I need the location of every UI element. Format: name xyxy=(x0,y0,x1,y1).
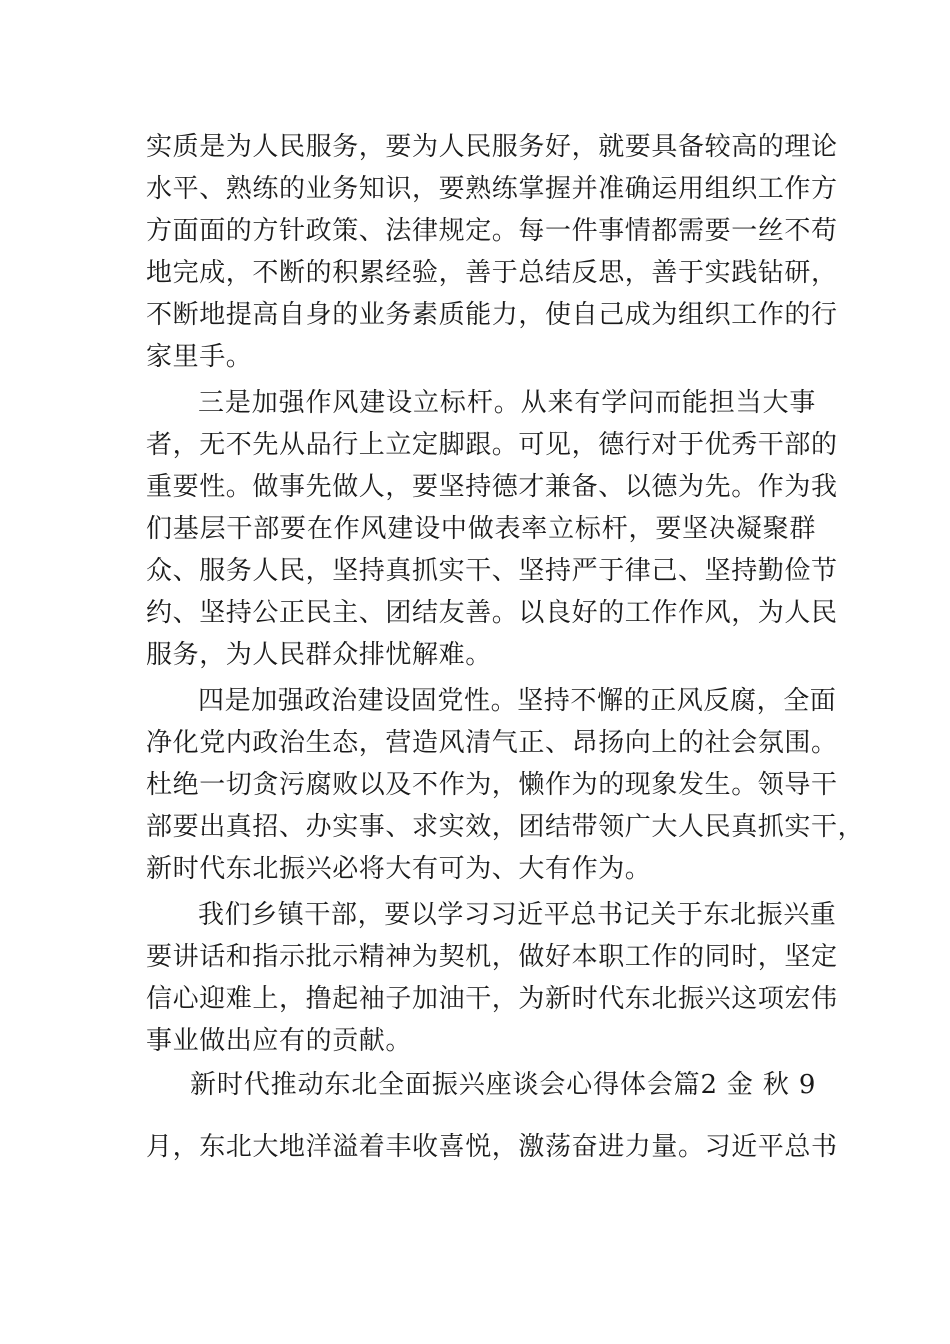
text-line: 净化党内政治生态，营造风清气正、昂扬向上的社会氛围。 xyxy=(146,728,838,758)
text-line: 众、服务人民，坚持真抓实干、坚持严于律己、坚持勤俭节 xyxy=(146,556,838,586)
text-line: 约、坚持公正民主、团结友善。以良好的工作作风，为人民 xyxy=(146,598,838,628)
paragraph-first-line: 我们乡镇干部，要以学习习近平总书记关于东北振兴重 xyxy=(198,900,837,930)
text-line: 水平、熟练的业务知识，要熟练掌握并准确运用组织工作方 xyxy=(146,174,838,204)
paragraph-first-line: 四是加强政治建设固党性。坚持不懈的正风反腐，全面 xyxy=(198,686,837,716)
text-line: 地完成，不断的积累经验，善于总结反思，善于实践钻研， xyxy=(146,258,838,288)
text-line: 月，东北大地洋溢着丰收喜悦，激荡奋进力量。习近平总书 xyxy=(146,1132,838,1162)
text-line: 事业做出应有的贡献。 xyxy=(146,1026,413,1056)
text-line: 实质是为人民服务，要为人民服务好，就要具备较高的理论 xyxy=(146,132,838,162)
text-line: 重要性。做事先做人，要坚持德才兼备、以德为先。作为我 xyxy=(146,472,838,502)
text-line: 们基层干部要在作风建设中做表率立标杆，要坚决凝聚群 xyxy=(146,514,816,544)
text-line: 新时代东北振兴必将大有可为、大有作为。 xyxy=(146,854,652,884)
text-line: 者，无不先从品行上立定脚跟。可见，德行对于优秀干部的 xyxy=(146,430,838,460)
section-heading-line: 新时代推动东北全面振兴座谈会心得体会篇2 金 秋 9 xyxy=(190,1070,816,1100)
paragraph-first-line: 三是加强作风建设立标杆。从来有学问而能担当大事 xyxy=(198,388,816,418)
text-line: 方面面的方针政策、法律规定。每一件事情都需要一丝不苟 xyxy=(146,216,838,246)
text-line: 要讲话和指示批示精神为契机，做好本职工作的同时，坚定 xyxy=(146,942,838,972)
text-line: 家里手。 xyxy=(146,342,253,372)
text-line: 信心迎难上，撸起袖子加油干，为新时代东北振兴这项宏伟 xyxy=(146,984,838,1014)
text-line: 杜绝一切贪污腐败以及不作为，懒作为的现象发生。领导干 xyxy=(146,770,838,800)
text-line: 服务，为人民群众排忧解难。 xyxy=(146,640,492,670)
text-line: 不断地提高自身的业务素质能力，使自己成为组织工作的行 xyxy=(146,300,838,330)
text-line: 部要出真招、办实事、求实效，团结带领广大人民真抓实干， xyxy=(146,812,865,842)
